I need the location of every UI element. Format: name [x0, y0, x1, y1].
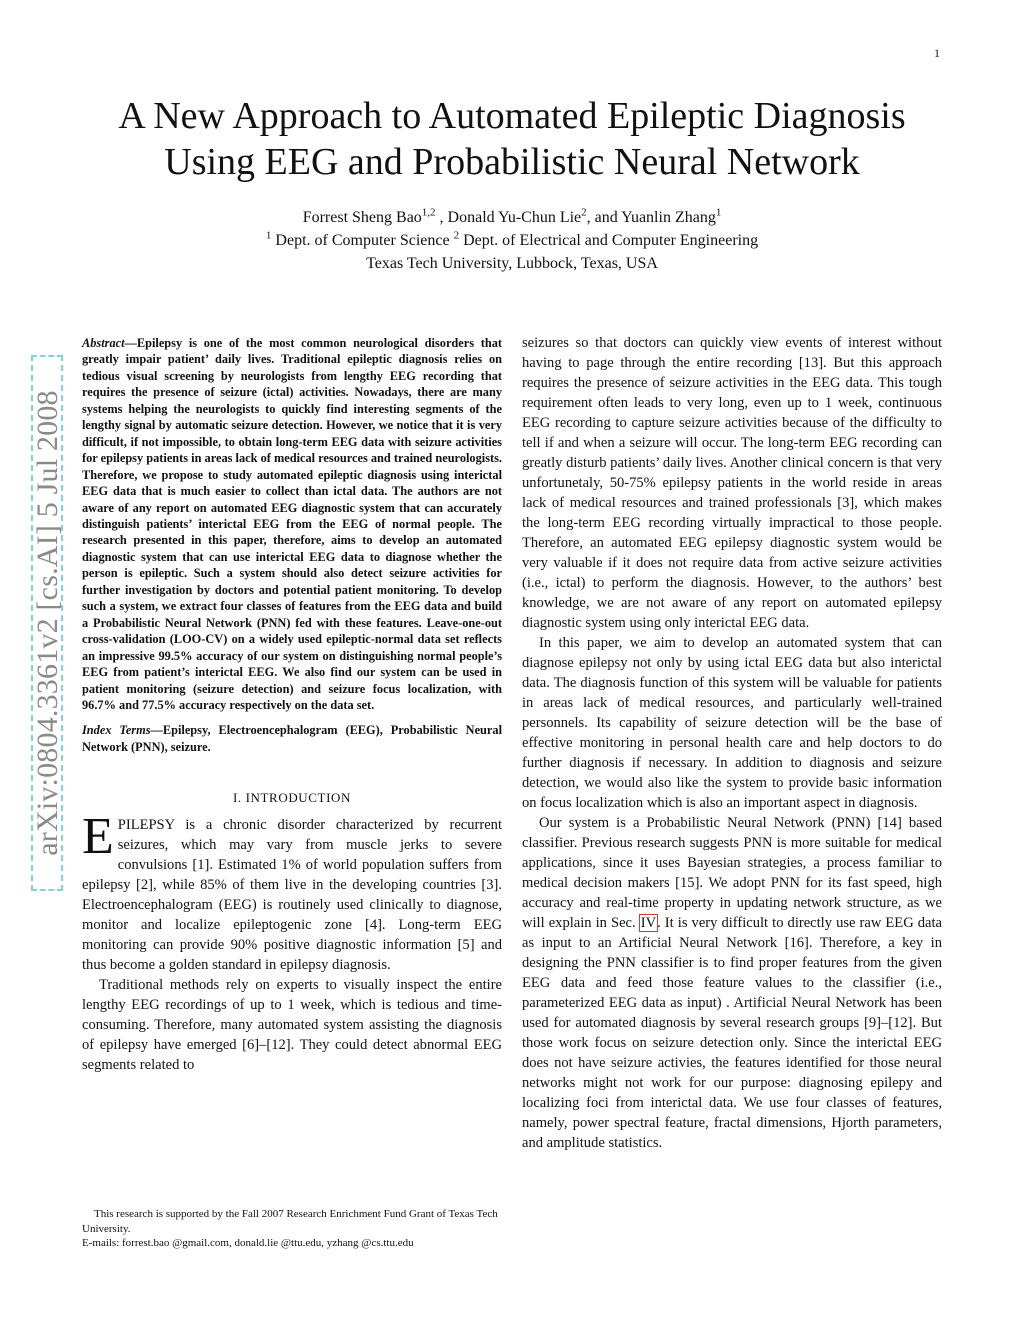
author-line	[40, 206, 984, 229]
abstract	[82, 335, 502, 713]
affiliation-line	[40, 229, 984, 252]
right-paragraph-2: In this paper, we aim to develop an automated system that can diagnose epilepsy not only by using ictal EEG data but also interictal data. The diagnosis function of this system will be valuable for patients in areas lack of medical resources, and particularly well-trained personnels. Its capability of seizure detection will be the base of effective monitoring in personal health care and help doctors to do further diagnosis if necessary. In addition to diagnosis and seizure detection, we would also like the system to provide basic information on focus localization which is also an important aspect in diagnosis.	[522, 635, 942, 811]
abstract-label: Abstract	[82, 336, 125, 350]
university-line: Texas Tech University, Lubbock, Texas, USA	[366, 255, 658, 272]
title-line-1: A New Approach to Automated Epileptic Diagnosis	[118, 95, 906, 137]
footnote-emails: E-mails: forrest.bao @gmail.com, donald.lie @ttu.edu, yzhang @cs.ttu.edu	[82, 1237, 414, 1249]
abstract-text: —Epilepsy is one of the most common neurological disorders that greatly impair patient’ daily lives. Traditional epileptic diagnosis relies on tedious visual screening by neurologists from lengthy EEG recording that requires the presence of seizure (ictal) activities. Nowadays, there are many systems helping the neurologists to quickly find interesting segments of the lengthy signal by automatic seizure detection. However, we notice that it is very difficult, if not impossible, to obtain long-term EEG data with seizure activities for epilepsy patients in areas lack of medical resources and trained neurologists. Therefore, we propose to study automated epileptic diagnosis using interictal EEG data that is much easier to collect than ictal data. The authors are not aware of any report on automated EEG diagnostic system that can accurately distinguish patients’ interictal EEG from the EEG of normal people. The research presented in this paper, therefore, aims to develop an automated diagnostic system that can use interictal EEG data to diagnose whether the person is epileptic. Such a system should also detect seizure activities for further investigation by doctors and potential patient monitoring. To develop such a system, we extract four classes of features from the EEG data and build a Probabilistic Neural Network (PNN) fed with these features. Leave-one-out cross-validation (LOO-CV) on a widely used epileptic-normal data set reflects an impressive 99.5% accuracy of our system on distinguishing normal people’s EEG from patient’s interictal EEG. We also find our system can be used in patient monitoring (seizure detection) and seizure focus localization, with 96.7% and 77.5% accuracy respectively on the data set.	[82, 336, 502, 712]
arxiv-identifier[interactable]: arXiv:0804.3361v2 [cs.AI] 5 Jul 2008	[31, 390, 64, 856]
dropcap-letter: E	[82, 808, 114, 866]
author-1-sup: 1,2	[421, 206, 436, 219]
index-terms	[82, 722, 502, 755]
index-terms-label: Index Terms	[82, 723, 151, 738]
affiliation-1: Dept. of Computer Science	[271, 232, 454, 249]
author-block	[40, 206, 984, 275]
right-paragraph-1: seizures so that doctors can quickly view events of interest without having to page through the entire recording [13]. But this approach requires the presence of seizure activities in the EEG data. This tough requirement often leads to very long, even up to 1 week, continuous EEG recording to capture seizure activities because of the difficulty to tell if and when a seizure will occur. The long-term EEG recording can greatly disturb patients’ daily lives. Another clinical concern is that very unfortunetaly, 50-75% epilepsy patients in the world reside in areas lack of medical resources and trained professionals [3], which makes the long-term EEG recording virtually impractical to those people. Therefore, an automated EEG epilepsy diagnostic system would be very valuable if it does not require data from active seizure activities (i.e., ictal) to perform the diagnosis. However, to the authors’ best knowledge, we are not aware of any report on automated epilepsy diagnostic system using only interictal EEG data.	[522, 335, 942, 631]
affiliation-2: Dept. of Electrical and Computer Engineering	[459, 232, 759, 249]
right-paragraph-3-after: . It is very difficult to directly use raw EEG data as input to an Artificial Neural Network [16]. Therefore, a key in designing the PNN classifier is to find proper features from the given EEG data and feed those feature values to the classifier (i.e., parameterized EEG data as input) . Artificial Neural Network has been used for automated diagnosis by several research groups [9]–[12]. But those work focus on seizure detection only. Since the interictal EEG does not have seizure activies, the features identified for those neural networks might not work for our purpose: diagnosing epilepy and localizing foci from interictal data. We use four classes of features, namely, power spectral feature, fractal dimensions, Hjorth parameters, and amplitude statistics.	[522, 915, 943, 1151]
right-column	[522, 333, 942, 1153]
left-column	[82, 335, 502, 1075]
right-paragraph-3	[522, 813, 942, 1153]
intro-paragraph-1	[82, 808, 502, 975]
intro-paragraph-1-text: PILEPSY is a chronic disorder characterized by recurrent seizures, which may vary from muscle jerks to severe convulsions [1]. Estimated 1% of world population suffers from epilepsy [2], while 85% of them live in the developing countries [3]. Electroencephalogram (EEG) is routinely used clinically to diagnose, monitor and localize epileptogenic zone [4]. Long-term EEG monitoring can provide 90% positive diagnostic information [5] and thus become a golden standard in epilepsy diagnosis.	[82, 817, 502, 974]
footnote-funding: This research is supported by the Fall 2007 Research Enrichment Fund Grant of Texas Tech University.	[82, 1208, 498, 1235]
author-separator-1: , Donald Yu-Chun Lie	[435, 209, 582, 226]
paper-title	[40, 93, 984, 185]
affiliation-sup-2: 2	[453, 229, 460, 242]
title-line-2: Using EEG and Probabilistic Neural Network	[164, 141, 860, 183]
page-number: 1	[934, 46, 940, 60]
right-paragraph-3-before: Our system is a Probabilistic Neural Network (PNN) [14] based classifier. Previous research suggests PNN is more suitable for medical applications, since it uses Bayesian strategies, a process familiar to medical decision makers [15]. We adopt PNN for its fast speed, high accuracy and real-time property in updating network structure, as we will explain in Sec.	[522, 815, 942, 931]
index-terms-text: —Epilepsy, Electroencephalogram (EEG), Probabilistic Neural Network (PNN), seizure.	[82, 723, 502, 754]
affiliation-sup-1: 1	[265, 229, 272, 242]
author-3-sup: 1	[715, 206, 722, 219]
footnote	[82, 1207, 502, 1251]
author-2-sup: 2	[581, 206, 587, 219]
section-heading-introduction: I. INTRODUCTION	[232, 790, 352, 806]
section-iv-link[interactable]: IV	[640, 915, 657, 931]
author-separator-2: , and Yuanlin Zhang	[586, 209, 716, 226]
intro-paragraph-2: Traditional methods rely on experts to visually inspect the entire lengthy EEG recordings of up to 1 week, which is tedious and time-consuming. Therefore, many automated system assisting the diagnosis of epilepsy have emerged [6]–[12]. They could detect abnormal EEG segments related to	[82, 977, 502, 1074]
author-1: Forrest Sheng Bao	[302, 209, 422, 226]
